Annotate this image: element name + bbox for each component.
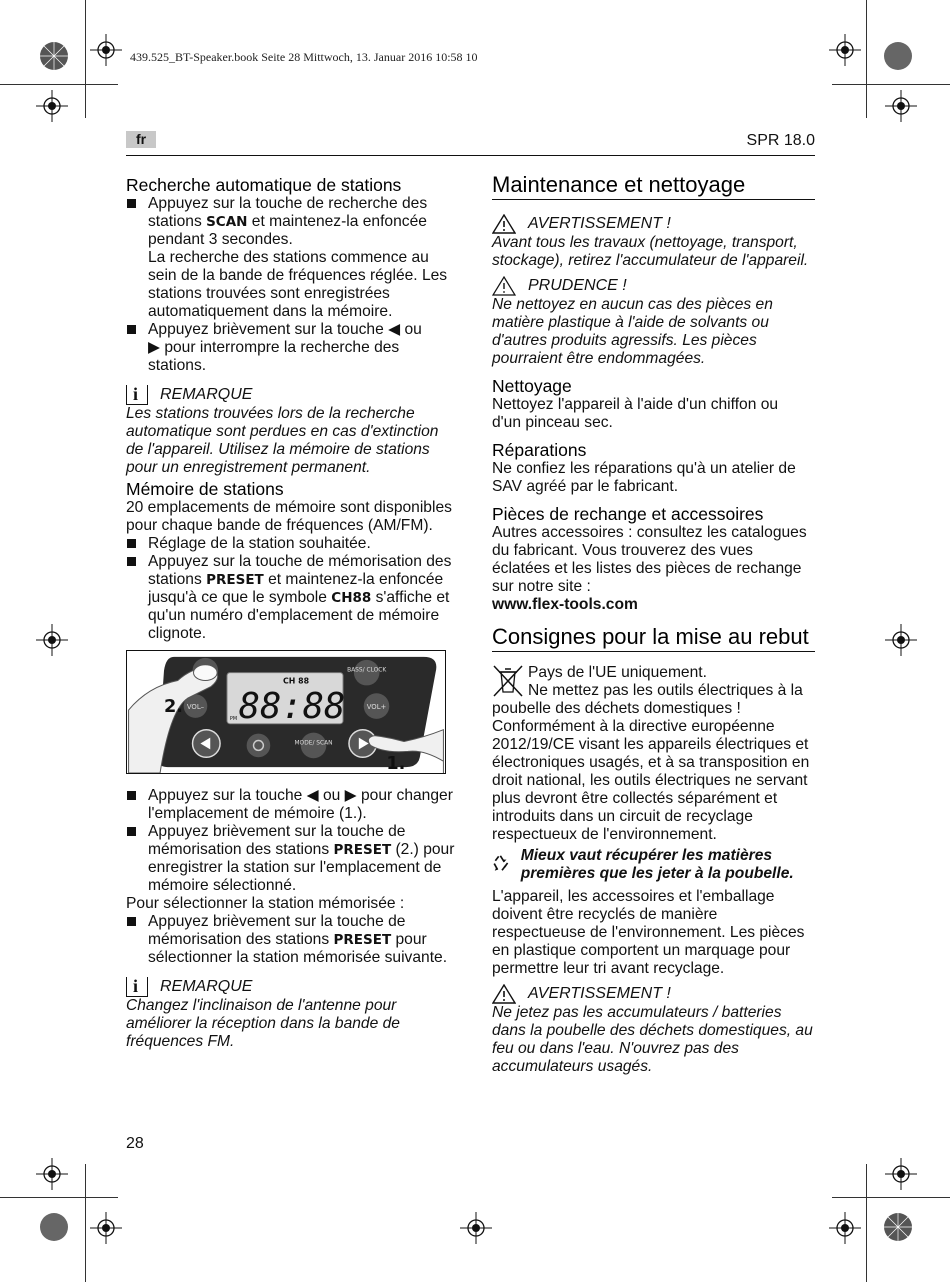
disposal-text: Ne mettez pas les outils électriques à la poubelle des déchets domestiques ! Conformément à la directive européenne 2012/19/CE visant les appareils électriques et électroniques usagés, et à sa transposition en droit national, les outils électriques ne servant plus devront être collectés séparément et introduits dans un circuit de recyclage respectueux de l'environnement.	[492, 682, 810, 843]
power-button	[247, 734, 271, 758]
gray-registration-circle	[882, 40, 914, 72]
text: Appuyez sur la touche	[148, 787, 307, 804]
gray-registration-circle	[38, 1211, 70, 1243]
section-title-parts: Pièces de rechange et accessoires	[492, 504, 764, 524]
caution-heading	[492, 276, 815, 296]
crop-line	[85, 1164, 86, 1282]
arrow-left-icon: ◀	[388, 321, 401, 338]
crosshair-registration-mark	[36, 1158, 68, 1190]
text: ou	[400, 321, 422, 338]
warning-text: Ne jetez pas les accumulateurs / batteries dans la poubelle des déchets domestiques, au feu ou dans l'eau. N'ouvrez pas des accumulateurs usagés.	[492, 1004, 813, 1075]
crop-line	[866, 0, 867, 118]
section-title-maintenance: Maintenance et nettoyage	[492, 172, 815, 200]
crosshair-registration-mark	[885, 90, 917, 122]
note-heading	[126, 385, 456, 405]
page-number: 28	[126, 1135, 144, 1152]
warning-triangle-icon	[492, 984, 516, 1004]
crosshair-registration-mark	[90, 1212, 122, 1244]
crop-line	[832, 1197, 950, 1198]
note-heading	[126, 977, 456, 997]
starburst-registration-mark	[882, 1211, 914, 1243]
crop-line	[85, 0, 86, 118]
memory-intro: 20 emplacements de mémoire sont disponibles pour chaque bande de fréquences (AM/FM).	[126, 499, 452, 534]
note-text: Changez l'inclinaison de l'antenne pour améliorer la réception dans la bande de fréquences FM.	[126, 997, 400, 1050]
cleaning-text: Nettoyez l'appareil à l'aide d'un chiffon ou d'un pinceau sec.	[492, 396, 779, 431]
warning-triangle-icon	[492, 214, 516, 234]
warning-text: Avant tous les travaux (nettoyage, transport, stockage), retirez l'accumulateur de l'appareil.	[492, 234, 809, 269]
lcd-ch-label: CH 88	[283, 676, 310, 686]
select-stored-station: Pour sélectionner la station mémorisée :	[126, 895, 405, 912]
arrow-left-icon: ◀	[306, 787, 319, 804]
lcd-pm: PM	[229, 715, 238, 722]
note-text: Les stations trouvées lors de la recherche automatique sont perdues en cas d'extinction de l'appareil. Utilisez la mémoire de stations pour un enregistrement permanent.	[126, 405, 439, 476]
mode-scan-label: MODE/ SCAN	[294, 740, 333, 747]
lcd-digits: 88:88	[238, 685, 346, 727]
section-title-auto-search: Recherche automatique de stations	[126, 175, 402, 195]
vol-minus-label: VOL–	[186, 703, 205, 712]
note-label: REMARQUE	[160, 386, 253, 403]
text: pour interrompre la recherche des stations.	[148, 339, 400, 374]
text: pour changer l'emplacement de mémoire (1.).	[148, 787, 453, 822]
recycle-text: Mieux vaut récupérer les matières premières que les jeter à la poubelle.	[520, 847, 794, 882]
text: s'affiche et qu'un numéro d'emplacement de mémoire clignote.	[148, 589, 450, 642]
section-title-memory: Mémoire de stations	[126, 479, 284, 499]
key-label-scan: SCAN	[206, 214, 248, 230]
step-label-2: 2.	[164, 697, 184, 717]
language-tag: fr	[126, 131, 156, 148]
crosshair-registration-mark	[90, 34, 122, 66]
text: (2.) pour enregistrer la station sur l'emplacement de mémoire sélectionné.	[148, 841, 455, 894]
warning-heading	[492, 214, 815, 234]
text: et maintenez-la enfoncée jusqu'à ce que le symbole	[148, 571, 444, 606]
parts-text: Autres accessoires : consultez les catalogues du fabricant. Vous trouverez des vues éclatées et les listes des pièces de rechange sur notre site :	[492, 524, 807, 595]
model-name: SPR 18.0	[746, 132, 815, 149]
text: pour sélectionner la station mémorisée suivante.	[148, 931, 448, 966]
bullet-item	[126, 823, 456, 895]
crosshair-registration-mark	[829, 34, 861, 66]
crosshair-registration-mark	[885, 1158, 917, 1190]
recycle-heading	[492, 847, 815, 883]
left-fingertip	[194, 665, 218, 681]
recycle-icon	[492, 847, 509, 879]
bullet-item	[126, 553, 456, 643]
text: Appuyez sur la touche de mémorisation des stations	[148, 553, 452, 588]
crop-line	[866, 1164, 867, 1282]
crosshair-registration-mark	[885, 624, 917, 656]
crop-line	[832, 84, 950, 85]
bullet-item	[126, 913, 456, 967]
text: et maintenez-la enfoncée pendant 3 secondes.	[148, 213, 427, 248]
page-header	[126, 130, 815, 156]
crosshair-registration-mark	[36, 90, 68, 122]
warning-heading	[492, 984, 815, 1004]
info-icon	[126, 385, 148, 405]
step-label-1: 1.	[386, 754, 406, 774]
caution-label: PRUDENCE !	[528, 277, 627, 294]
section-title-cleaning: Nettoyage	[492, 376, 572, 396]
text: Appuyez sur la touche de recherche des stations	[148, 195, 428, 230]
bullet-continuation: La recherche des stations commence au sein de la bande de fréquences réglée. Les stations trouvées sont enregistrées automatiquement dans la mémoire.	[148, 249, 448, 320]
text: Réglage de la station souhaitée.	[148, 535, 371, 552]
text: Appuyez brièvement sur la touche	[148, 321, 389, 338]
bullet-item	[126, 535, 456, 553]
crop-line	[0, 84, 118, 85]
key-label-preset: PRESET	[206, 572, 264, 588]
arrow-right-icon: ▶	[148, 339, 160, 356]
text: Appuyez brièvement sur la touche de mémorisation des stations	[148, 823, 406, 858]
vol-plus-label: VOL+	[366, 703, 387, 712]
book-info-line: 439.525_BT-Speaker.book Seite 28 Mittwoch, 13. Januar 2016 10:58 10	[130, 50, 478, 64]
key-label-preset: PRESET	[333, 842, 392, 858]
section-title-disposal: Consignes pour la mise au rebut	[492, 624, 815, 652]
crossed-bin-icon	[492, 664, 524, 698]
left-column	[126, 173, 456, 1051]
warning-label: AVERTISSEMENT !	[528, 215, 671, 232]
caution-triangle-icon	[492, 276, 516, 296]
recycling-text: L'appareil, les accessoires et l'emballage doivent être recyclés de manière respectueuse de l'environnement. Les pièces en plastique comportent un marquage pour permettre leur tri avant recyclage.	[492, 888, 805, 977]
crosshair-registration-mark	[460, 1212, 492, 1244]
repairs-text: Ne confiez les réparations qu'à un atelier de SAV agréé par le fabricant.	[492, 460, 796, 495]
bass-clock-label: BASS/ CLOCK	[347, 667, 387, 674]
info-icon	[126, 977, 148, 997]
bullet-item	[126, 787, 456, 823]
starburst-registration-mark	[38, 40, 70, 72]
website-link[interactable]: www.flex-tools.com	[492, 596, 638, 613]
warning-label: AVERTISSEMENT !	[528, 985, 671, 1002]
ch-symbol: CH88	[331, 590, 372, 606]
section-title-repairs: Réparations	[492, 440, 587, 460]
radio-panel-illustration	[126, 650, 446, 774]
note-label: REMARQUE	[160, 978, 253, 995]
bullet-item	[126, 195, 456, 249]
crosshair-registration-mark	[36, 624, 68, 656]
text: Appuyez brièvement sur la touche de mémorisation des stations	[148, 913, 406, 948]
arrow-right-icon: ▶	[344, 787, 357, 804]
caution-text: Ne nettoyez en aucun cas des pièces en matière plastique à l'aide de solvants ou d'autres produits agressifs. Les pièces pourraient être endommagées.	[492, 296, 773, 367]
bullet-item	[126, 321, 456, 375]
crop-line	[0, 1197, 118, 1198]
key-label-preset: PRESET	[333, 932, 392, 948]
crosshair-registration-mark	[829, 1212, 861, 1244]
text: ou	[318, 787, 345, 804]
right-column	[492, 172, 815, 1076]
eu-only-text: Pays de l'UE uniquement.	[528, 664, 707, 681]
